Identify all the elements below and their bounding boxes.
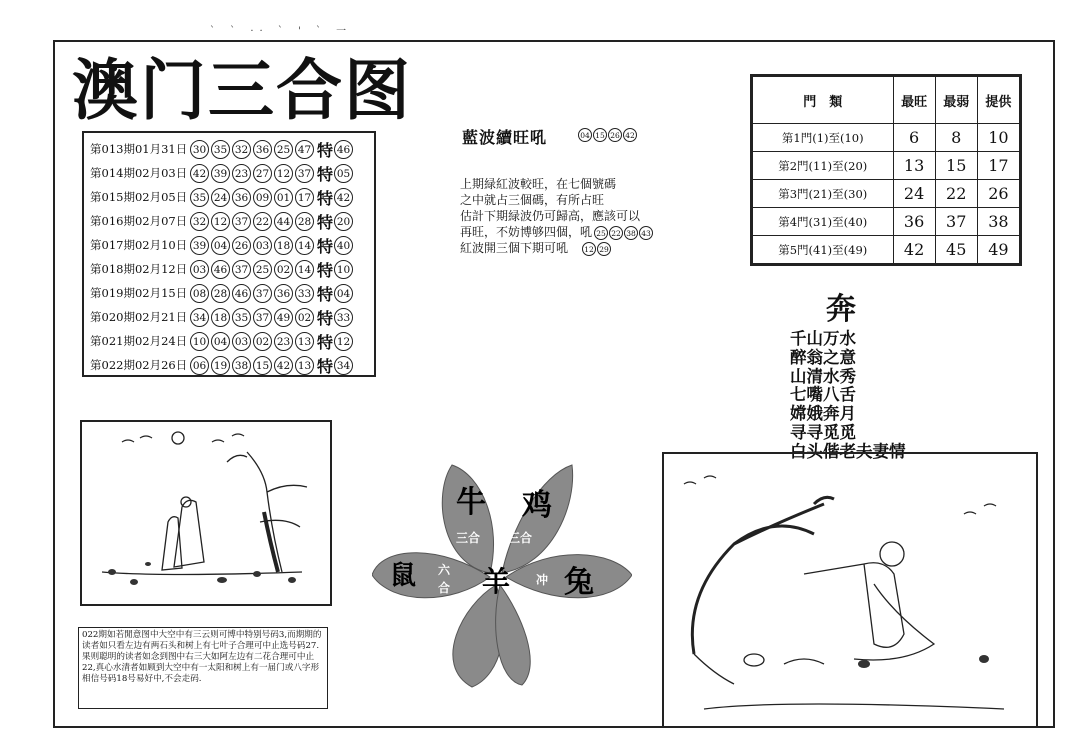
chong-label: 冲 [536,573,549,587]
number-ball: 04 [211,332,230,351]
number-ball: 36 [274,284,293,303]
sanhe-label-left: 三合 [456,531,481,545]
number-ball: 36 [232,188,251,207]
number-ball: 34 [190,308,209,327]
number-ball: 18 [274,236,293,255]
history-row [90,137,355,161]
analysis-line: 估計下期緑波仍可歸高，應該可以 [460,209,641,223]
door-range: 第2門(11)至(20) [753,152,894,180]
door-row [753,180,1020,208]
history-row [90,233,355,257]
analysis-line-text: 再旺，不妨博够四個，吼 [460,225,593,239]
number-ball: 38 [232,356,251,375]
door-number-table [750,74,1022,266]
hint-note: 022期如若閒意图中大空中有三云则可博中特别号码3,而期期的读者如只看左边有两石头和树上有七叶子合理可中止选号码27.果则聪明的读者如念到图中右三大如阿左边有二花合理可中止22,真心水清者如顾到大空中有一太阳和树上有一届门或八字形相信号码18号易好中,不会走码. [78,627,328,709]
poem-line: 醉翁之意 [790,347,856,367]
line-numbers [582,242,612,256]
header-weakest: 最弱 [935,77,977,124]
number-ball: 28 [295,212,314,231]
zodiac-ox: 牛 [456,485,486,520]
number-ball: 47 [295,140,314,159]
number-ball: 32 [190,212,209,231]
poem-line: 白头偕老夫妻情 [790,441,906,461]
small-number-ball: 42 [623,128,637,142]
draw-label: 第018期02月12日 [90,262,188,276]
number-ball: 13 [295,332,314,351]
number-ball: 37 [232,260,251,279]
number-ball: 27 [253,164,272,183]
draw-label: 第016期02月07日 [90,214,188,228]
number-ball: 03 [190,260,209,279]
number-ball: 09 [253,188,272,207]
provide-value: 10 [977,124,1019,152]
number-ball: 19 [211,356,230,375]
provide-value: 38 [977,208,1019,236]
blue-wave-heading: 藍波續旺吼 [462,128,548,147]
he-label: 合 [438,581,451,595]
analysis-paragraph [460,176,654,256]
header-strongest: 最旺 [893,77,935,124]
special-marker: 特 [317,164,334,184]
poem-line: 山清水秀 [790,366,856,386]
poem-title: 奔 [826,292,856,327]
poem-line: 七嘴八舌 [790,385,856,405]
draw-label: 第014期02月03日 [90,166,188,180]
weakest-value: 15 [935,152,977,180]
special-number-ball: 05 [334,164,353,183]
number-ball: 01 [274,188,293,207]
small-number-ball: 26 [608,128,622,142]
old-man-drawing [664,454,1036,726]
draw-label: 第021期02月24日 [90,334,188,348]
poem-line: 嫦娥奔月 [790,404,856,424]
zodiac-flower [372,455,632,690]
special-marker: 特 [317,308,334,328]
number-ball: 25 [253,260,272,279]
number-ball: 15 [253,356,272,375]
strongest-value: 42 [893,236,935,264]
strongest-value: 36 [893,208,935,236]
history-row [90,329,355,353]
small-number-ball: 38 [624,226,638,240]
draw-label: 第019期02月15日 [90,286,188,300]
number-ball: 44 [274,212,293,231]
poem-line: 千山万水 [790,329,856,348]
number-ball: 46 [232,284,251,303]
number-ball: 37 [232,212,251,231]
analysis-line: 上期緑紅波較旺，在七個號碼 [460,177,617,191]
number-ball: 36 [253,140,272,159]
ink-illustration-couple [80,420,332,606]
zodiac-goat: 羊 [482,565,511,598]
small-number-ball: 22 [609,226,623,240]
number-ball: 39 [211,164,230,183]
poem-line: 寻寻觅觅 [790,422,856,442]
special-marker: 特 [317,332,334,352]
door-row [753,208,1020,236]
history-row [90,161,355,185]
draw-label: 第022期02月26日 [90,358,188,372]
number-ball: 35 [232,308,251,327]
special-marker: 特 [317,188,334,208]
small-number-ball: 29 [597,242,611,256]
number-ball: 12 [211,212,230,231]
heading-numbers [578,128,638,142]
provide-value: 26 [977,180,1019,208]
door-row [753,152,1020,180]
analysis-line [460,240,654,256]
special-number-ball: 12 [334,332,353,351]
special-number-ball: 20 [334,212,353,231]
draw-label: 第013期01月31日 [90,142,188,156]
history-row [90,305,355,329]
zodiac-rat: 鼠 [390,561,417,591]
sanhe-label-right: 三合 [508,531,533,545]
history-row [90,185,355,209]
number-ball: 23 [232,164,251,183]
number-ball: 32 [232,140,251,159]
number-ball: 35 [211,140,230,159]
small-number-ball: 43 [639,226,653,240]
provide-value: 49 [977,236,1019,264]
door-range: 第5門(41)至(49) [753,236,894,264]
special-marker: 特 [317,260,334,280]
special-marker: 特 [317,284,334,304]
special-marker: 特 [317,356,334,376]
number-ball: 37 [253,284,272,303]
number-ball: 04 [211,236,230,255]
number-ball: 37 [295,164,314,183]
number-ball: 30 [190,140,209,159]
analysis-line-text: 紅波開三個下期可吼 [460,241,569,255]
door-row [753,124,1020,152]
special-marker: 特 [317,140,334,160]
small-number-ball: 15 [593,128,607,142]
door-range: 第3門(21)至(30) [753,180,894,208]
couple-tree-drawing [82,422,330,604]
strongest-value: 24 [893,180,935,208]
number-ball: 08 [190,284,209,303]
poem [790,330,906,462]
header-category: 門 類 [753,77,894,124]
page-title: 澳门三合图 [72,52,412,129]
number-ball: 39 [190,236,209,255]
number-ball: 12 [274,164,293,183]
top-mark: ` ` ·· ` ' ` 一 [210,26,353,37]
number-ball: 14 [295,260,314,279]
history-row [90,209,355,233]
number-ball: 03 [253,236,272,255]
number-ball: 42 [274,356,293,375]
special-number-ball: 46 [334,140,353,159]
special-number-ball: 04 [334,284,353,303]
number-ball: 02 [274,260,293,279]
number-ball: 03 [232,332,251,351]
special-number-ball: 34 [334,356,353,375]
zodiac-rooster: 鸡 [522,488,552,523]
analysis-line: 之中就占三個碼，有所占旺 [460,193,605,207]
weakest-value: 45 [935,236,977,264]
door-range: 第1門(1)至(10) [753,124,894,152]
door-row [753,236,1020,264]
small-number-ball: 25 [594,226,608,240]
door-range: 第4門(31)至(40) [753,208,894,236]
small-number-ball: 12 [582,242,596,256]
history-row [90,257,355,281]
line-numbers [594,226,654,240]
number-ball: 18 [211,308,230,327]
number-ball: 25 [274,140,293,159]
number-ball: 02 [295,308,314,327]
number-ball: 24 [211,188,230,207]
draw-label: 第017期02月10日 [90,238,188,252]
special-marker: 特 [317,236,334,256]
liu-label: 六 [438,563,451,577]
number-ball: 49 [274,308,293,327]
ink-illustration-old-man [662,452,1038,728]
number-ball: 17 [295,188,314,207]
weakest-value: 37 [935,208,977,236]
number-ball: 35 [190,188,209,207]
special-number-ball: 42 [334,188,353,207]
number-ball: 02 [253,332,272,351]
provide-value: 17 [977,152,1019,180]
weakest-value: 22 [935,180,977,208]
history-row [90,281,355,305]
number-ball: 06 [190,356,209,375]
number-ball: 33 [295,284,314,303]
number-ball: 13 [295,356,314,375]
draw-label: 第020期02月21日 [90,310,188,324]
number-ball: 22 [253,212,272,231]
special-number-ball: 10 [334,260,353,279]
number-ball: 37 [253,308,272,327]
weakest-value: 8 [935,124,977,152]
header-provide: 提供 [977,77,1019,124]
special-number-ball: 33 [334,308,353,327]
history-table [82,131,376,377]
strongest-value: 6 [893,124,935,152]
analysis-line [460,224,654,240]
number-ball: 26 [232,236,251,255]
special-number-ball: 40 [334,236,353,255]
number-ball: 46 [211,260,230,279]
draw-label: 第015期02月05日 [90,190,188,204]
special-marker: 特 [317,212,334,232]
small-number-ball: 04 [578,128,592,142]
number-ball: 10 [190,332,209,351]
history-row [90,353,355,377]
number-ball: 23 [274,332,293,351]
strongest-value: 13 [893,152,935,180]
number-ball: 42 [190,164,209,183]
number-ball: 14 [295,236,314,255]
number-ball: 28 [211,284,230,303]
zodiac-rabbit: 兔 [564,565,594,600]
